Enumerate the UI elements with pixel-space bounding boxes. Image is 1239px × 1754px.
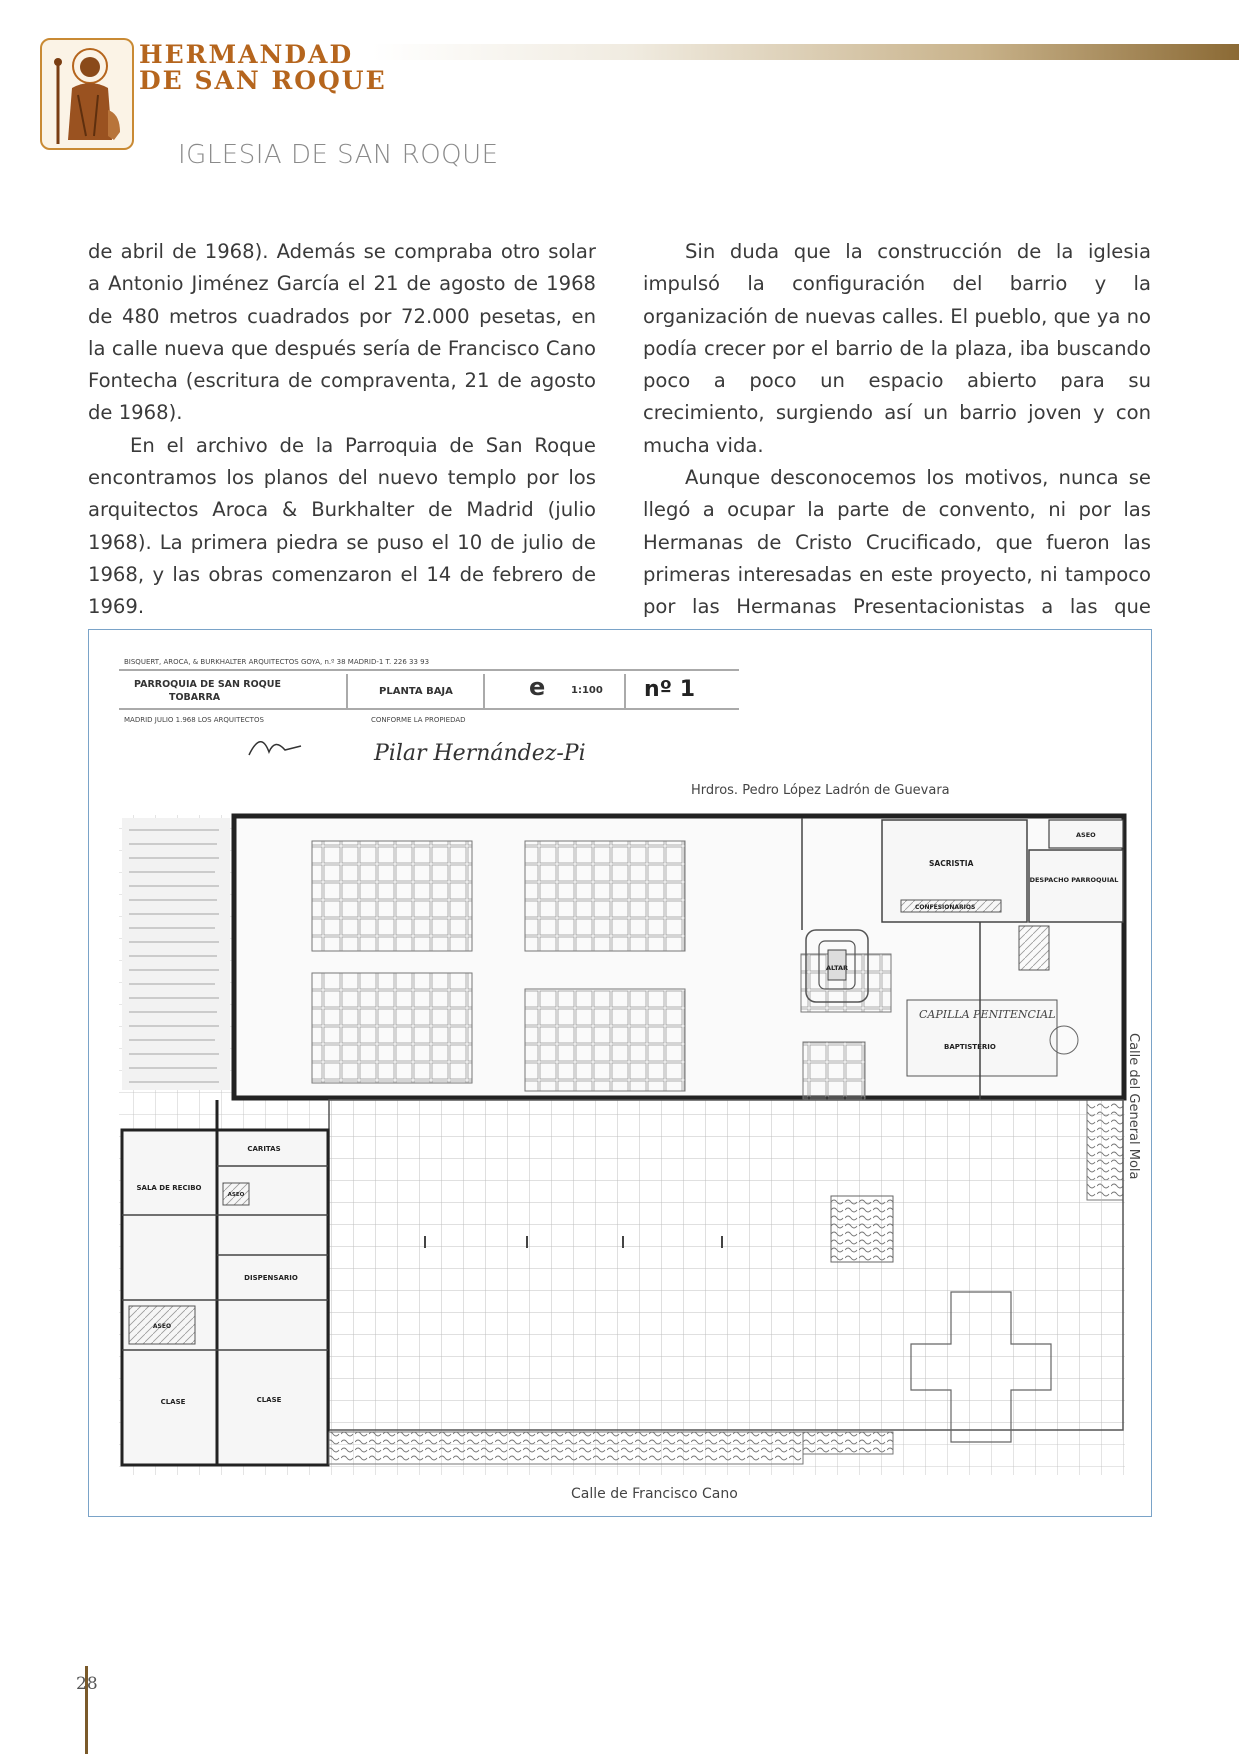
right-paragraph-2: Aunque desconocemos los motivos, nunca se llegó a ocupar la parte de convento, ni por las Hermanas de Cristo Crucificado, que fueron las primeras interesadas en este proyecto, ni tampoco por las Hermanas Presentacionistas a las que [643, 466, 1151, 619]
floor-plan-drawing [89, 630, 1151, 1516]
logo-drawing [42, 40, 132, 148]
annex-building [122, 1130, 328, 1465]
left-paragraph-1: de abril de 1968). Además se compraba otro solar a Antonio Jiménez García el 21 de agosto de 1968 de 480 metros cuadrados por 72.000 pesetas, en la calle nueva que después sería de Francisco Cano Fontecha (escritura de compraventa, 21 de agosto de 1968). [88, 240, 596, 425]
plan-number: nº 1 [644, 677, 696, 702]
page-number: 28 [76, 1674, 98, 1694]
room-dispensario: DISPENSARIO [244, 1274, 298, 1282]
plan-parish: PARROQUIA DE SAN ROQUE [134, 679, 281, 690]
room-aseo-1: ASEO [227, 1192, 245, 1198]
despacho-room [1029, 850, 1123, 922]
room-sacristia: SACRISTIA [929, 859, 974, 868]
owner-signature: Pilar Hernández-Pi [374, 741, 586, 766]
room-altar: ALTAR [825, 964, 849, 972]
pews-block-1 [312, 841, 472, 951]
room-clase-2: CLASE [256, 1396, 282, 1404]
courtyard [329, 1100, 1123, 1430]
handwritten-notes-area [122, 818, 230, 1090]
brand-line-1: HERMANDAD [139, 40, 354, 69]
plan-scale-letter: e [529, 673, 546, 701]
room-capilla: CAPILLA PENITENCIAL [919, 1008, 1056, 1021]
courtyard-planter [831, 1196, 893, 1262]
room-despacho: DESPACHO PARROQUIAL [1029, 876, 1119, 884]
section-title: IGLESIA DE SAN ROQUE [178, 140, 499, 170]
pews-block-4 [525, 989, 685, 1091]
plan-architects-line: BISQUERT, AROCA, & BURKHALTER ARQUITECTOS GOYA, n.º 38 MADRID-1 T. 226 33 93 [124, 658, 430, 666]
plan-date-line: MADRID JULIO 1.968 LOS ARQUITECTOS [124, 716, 264, 724]
right-paragraph-1: Sin duda que la construcción de la iglesia impulsó la configuración del barrio y la organización de nuevas calles. El pueblo, que ya no podía crecer por el barrio de la plaza, iba buscando poco a poco un espacio abierto para su crecimiento, surgiendo así un barrio joven y con mucha vida. [643, 240, 1151, 457]
room-confesionarios: CONFESIONARIOS [915, 904, 976, 911]
room-caritas: CARITAS [247, 1145, 281, 1153]
right-street-label: Calle del General Mola [1126, 1033, 1141, 1180]
room-clase-1: CLASE [160, 1398, 186, 1406]
header-gradient-bar [372, 44, 1239, 60]
room-baptisterio: BAPTISTERIO [944, 1043, 996, 1051]
brand-line-2: DE SAN ROQUE [139, 66, 387, 95]
left-column [88, 236, 596, 624]
saint-roque-emblem-icon [40, 38, 134, 150]
left-paragraph-2: En el archivo de la Parroquia de San Roque encontramos los planos del nuevo templo por los arquitectos Aroca & Burkhalter de Madrid (julio 1968). La primera piedra se puso el 10 de julio de 1968, y las obras comenzaron el 14 de febrero de 1969. [88, 433, 596, 619]
pews-block-2 [312, 973, 472, 1083]
top-neighbour-label: Hrdros. Pedro López Ladrón de Guevara [691, 783, 950, 798]
architect-signature-mark [249, 742, 301, 755]
bottom-garden-strip [329, 1432, 803, 1464]
bottom-street-label: Calle de Francisco Cano [571, 1486, 738, 1502]
room-sala-recibo: SALA DE RECIBO [136, 1184, 202, 1192]
pews-block-3 [525, 841, 685, 951]
pews-block-6 [803, 1042, 865, 1100]
plan-town: TOBARRA [169, 692, 221, 703]
plan-scale: 1:100 [571, 685, 603, 696]
room-aseo-2: ASEO [152, 1323, 172, 1330]
room-aseo-top: ASEO [1076, 831, 1096, 839]
plan-sheet: PLANTA BAJA [379, 686, 453, 697]
floor-plan-figure [88, 629, 1152, 1517]
right-column [643, 236, 1151, 656]
plan-owner-line: CONFORME LA PROPIEDAD [371, 716, 466, 724]
